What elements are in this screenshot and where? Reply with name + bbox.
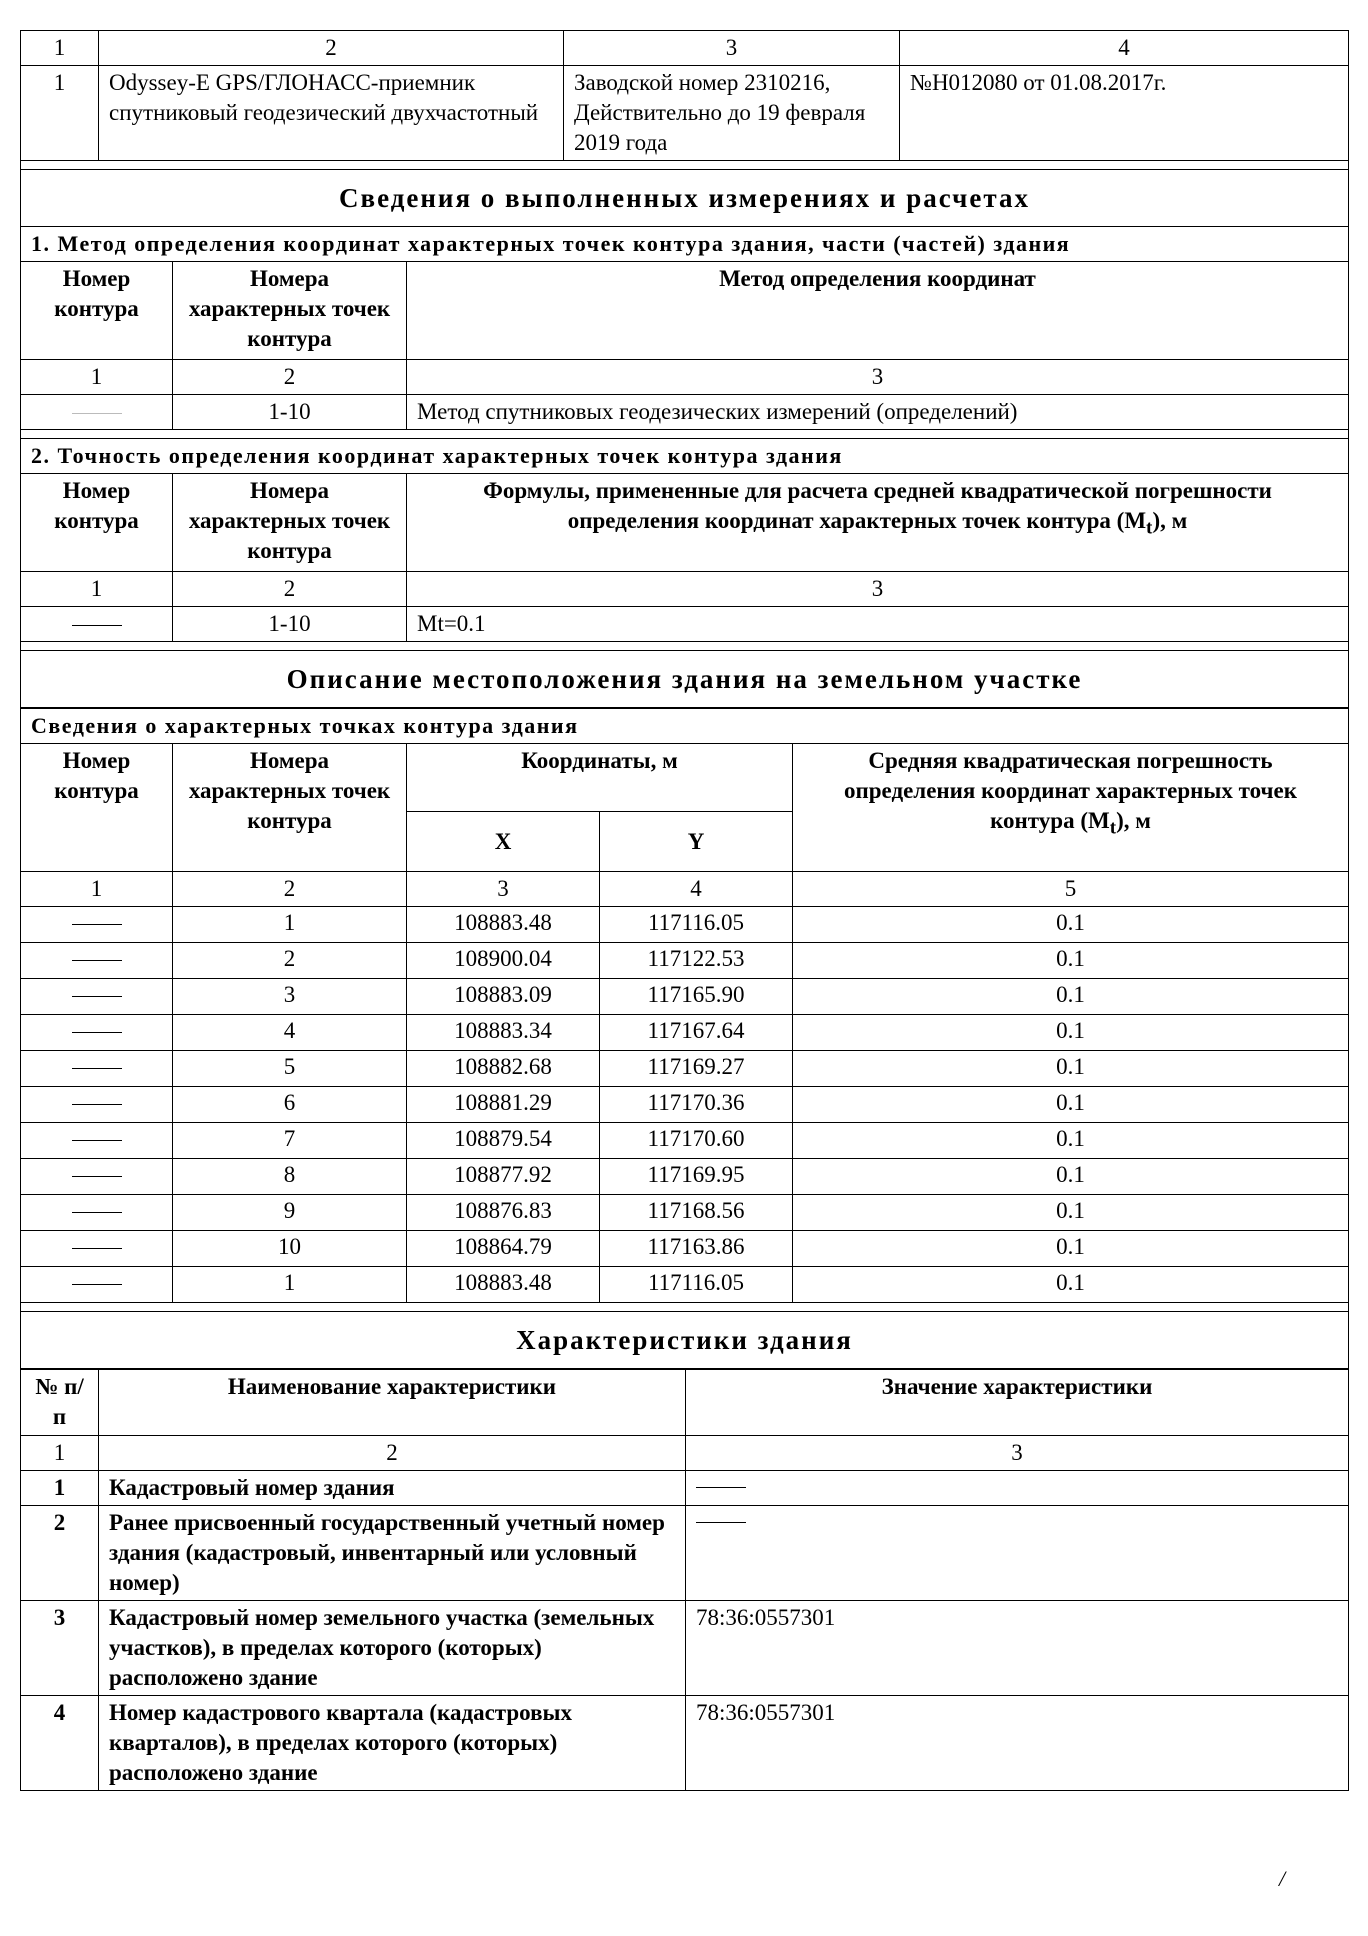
- point-error: 0.1: [793, 1159, 1349, 1195]
- empty-dash: [72, 924, 122, 925]
- characteristic-num: 2: [21, 1506, 99, 1601]
- document-page: [20, 30, 1349, 1791]
- measurements-title: Сведения о выполненных измерениях и расчетах: [21, 170, 1349, 227]
- empty-dash: [72, 1248, 122, 1249]
- equipment-table: [20, 30, 1349, 161]
- characteristic-num: 1: [21, 1471, 99, 1506]
- empty-dash: [72, 996, 122, 997]
- point-number: 4: [173, 1015, 407, 1051]
- table-row: [21, 1123, 1349, 1159]
- point-y: 117116.05: [600, 907, 793, 943]
- point-error: 0.1: [793, 943, 1349, 979]
- method-table: 1. Метод определения координат характерных точек контура здания, части (частей) здания Номер контура Номера характерных точек контура Метод определения координат 1 2 3 1-10 Метод спутниковых геодезических измерений (определений): [20, 227, 1349, 430]
- point-y: 117169.95: [600, 1159, 793, 1195]
- point-error: 0.1: [793, 1051, 1349, 1087]
- point-error: 0.1: [793, 979, 1349, 1015]
- empty-dash: [72, 413, 122, 414]
- point-x: 108883.48: [407, 907, 600, 943]
- equipment-certificate: №Н012080 от 01.08.2017г.: [900, 66, 1349, 161]
- point-error: 0.1: [793, 1231, 1349, 1267]
- table-row: [21, 1506, 1349, 1601]
- table-row: [21, 943, 1349, 979]
- table-row: [21, 1696, 1349, 1791]
- point-x: 108877.92: [407, 1159, 600, 1195]
- table-row: [21, 1087, 1349, 1123]
- point-y: 117165.90: [600, 979, 793, 1015]
- empty-dash: [72, 960, 122, 961]
- method-row: 1-10 Метод спутниковых геодезических измерений (определений): [21, 395, 1349, 430]
- point-x: 108881.29: [407, 1087, 600, 1123]
- characteristic-value: [686, 1506, 1349, 1601]
- point-y: 117167.64: [600, 1015, 793, 1051]
- point-y: 117168.56: [600, 1195, 793, 1231]
- characteristic-name: Кадастровый номер здания: [99, 1471, 686, 1506]
- characteristic-value: 78:36:0557301: [686, 1696, 1349, 1791]
- equipment-serial: Заводской номер 2310216, Действительно до 19 февраля 2019 года: [564, 66, 900, 161]
- point-error: 0.1: [793, 1195, 1349, 1231]
- table-row: [21, 1267, 1349, 1303]
- point-x: 108900.04: [407, 943, 600, 979]
- point-y: 117116.05: [600, 1267, 793, 1303]
- table-row: [21, 1159, 1349, 1195]
- point-y: 117122.53: [600, 943, 793, 979]
- point-number: 5: [173, 1051, 407, 1087]
- empty-dash: [72, 1140, 122, 1141]
- accuracy-title: 2. Точность определения координат характерных точек контура здания: [21, 439, 1349, 474]
- point-number: 1: [173, 907, 407, 943]
- point-y: 117163.86: [600, 1231, 793, 1267]
- column-numbers-row: 1 2 3 4: [21, 31, 1349, 66]
- location-title: Описание местоположения здания на земельном участке: [21, 651, 1349, 708]
- header-error: Средняя квадратическая погрешность определения координат характерных точек контура $(M_t)$, м: [793, 744, 1349, 872]
- characteristic-name: Ранее присвоенный государственный учетный номер здания (кадастровый, инвентарный или условный номер): [99, 1506, 686, 1601]
- point-error: 0.1: [793, 1123, 1349, 1159]
- empty-dash: [72, 1284, 122, 1285]
- empty-dash: [72, 1212, 122, 1213]
- point-number: 2: [173, 943, 407, 979]
- point-x: 108883.48: [407, 1267, 600, 1303]
- point-number: 3: [173, 979, 407, 1015]
- characteristic-name: Кадастровый номер земельного участка (земельных участков), в пределах которого (которых) расположено здание: [99, 1601, 686, 1696]
- point-error: 0.1: [793, 907, 1349, 943]
- characteristic-num: 4: [21, 1696, 99, 1791]
- point-x: 108876.83: [407, 1195, 600, 1231]
- point-y: 117170.36: [600, 1087, 793, 1123]
- point-y: 117169.27: [600, 1051, 793, 1087]
- table-row: [21, 1015, 1349, 1051]
- table-row: [21, 1231, 1349, 1267]
- measurements-title-table: [20, 169, 1349, 227]
- point-x: 108882.68: [407, 1051, 600, 1087]
- table-row: [21, 1471, 1349, 1506]
- empty-dash: [72, 1068, 122, 1069]
- header-method: Метод определения координат: [407, 262, 1349, 360]
- characteristics-title: Характеристики здания: [21, 1312, 1349, 1369]
- empty-dash: [72, 625, 122, 626]
- point-number: 1: [173, 1267, 407, 1303]
- empty-dash: [696, 1487, 746, 1488]
- characteristics-table: № п/п Наименование характеристики Значение характеристики 1 2 3 1 Кадастровый номер здания 2 Ранее присвоенный государственный учетный номер здания (кадастровый, инвентарный или условный номер) 3 Кадастровый номер земельного участка (земельных участков), в пределах которого (которых) расположено здание 78:36:0557301 4 Номер кадастрового квартала (кадастровых кварталов), в пределах которого (которых) расположено здание 78:36:0557301: [20, 1369, 1349, 1791]
- point-error: 0.1: [793, 1267, 1349, 1303]
- point-number: 7: [173, 1123, 407, 1159]
- point-x: 108879.54: [407, 1123, 600, 1159]
- header-points: Номера характерных точек контура: [173, 262, 407, 360]
- equipment-num: 1: [21, 66, 99, 161]
- equipment-row: [21, 66, 1349, 161]
- point-x: 108883.09: [407, 979, 600, 1015]
- point-number: 6: [173, 1087, 407, 1123]
- location-title-table: [20, 650, 1349, 708]
- characteristics-title-table: [20, 1311, 1349, 1369]
- equipment-name: Odyssey-E GPS/ГЛОНАСС-приемник спутниковый геодезический двухчастотный: [99, 66, 564, 161]
- characteristic-num: 3: [21, 1601, 99, 1696]
- table-row: [21, 907, 1349, 943]
- point-y: 117170.60: [600, 1123, 793, 1159]
- table-row: [21, 1051, 1349, 1087]
- point-x: 108864.79: [407, 1231, 600, 1267]
- accuracy-table: 2. Точность определения координат характерных точек контура здания Номер контура Номера характерных точек контура Формулы, примененные для расчета средней квадратической погрешности определения координат характерных точек контура $(M_t)$, м 1 2 3 1-10 Mt=0.1: [20, 438, 1349, 642]
- point-number: 10: [173, 1231, 407, 1267]
- empty-dash: [72, 1032, 122, 1033]
- header-formula: Формулы, примененные для расчета средней квадратической погрешности определения координат характерных точек контура $(M_t)$, м: [407, 474, 1349, 572]
- point-number: 8: [173, 1159, 407, 1195]
- point-error: 0.1: [793, 1087, 1349, 1123]
- points-subtitle: Сведения о характерных точках контура здания: [21, 709, 1349, 744]
- point-number: 9: [173, 1195, 407, 1231]
- page-mark: /: [1279, 1866, 1286, 1891]
- table-row: [21, 1601, 1349, 1696]
- point-error: 0.1: [793, 1015, 1349, 1051]
- empty-dash: [696, 1522, 746, 1523]
- empty-dash: [72, 1176, 122, 1177]
- point-x: 108883.34: [407, 1015, 600, 1051]
- empty-dash: [72, 1104, 122, 1105]
- points-table: Сведения о характерных точках контура здания Номер контура Номера характерных точек контура Координаты, м Средняя квадратическая погрешность определения координат характерных точек контура $(M_t)$, м X Y 1 2 3 4 5 1 108883.48 117116.05 0.1 2 108900.04 117122.53 0.1 3 108883.09 117165.90 0.1 4 108883.34 117167.64 0.1 5 108882.68 117169.27 0.1 6 108881.29 117170.36 0.1 7 108879.54 117170.60 0.1 8 108877.92 117169.95 0.1 9 108876.83 117168.56 0.1 10 108864.79 117163.86 0.1 1 108883.48 117116.05 0.1: [20, 708, 1349, 1303]
- characteristic-name: Номер кадастрового квартала (кадастровых кварталов), в пределах которого (которых) расположено здание: [99, 1696, 686, 1791]
- characteristic-value: 78:36:0557301: [686, 1601, 1349, 1696]
- characteristic-value: [686, 1471, 1349, 1506]
- table-row: [21, 979, 1349, 1015]
- table-row: [21, 1195, 1349, 1231]
- header-contour: Номер контура: [21, 262, 173, 360]
- accuracy-row: 1-10 Mt=0.1: [21, 607, 1349, 642]
- method-title: 1. Метод определения координат характерных точек контура здания, части (частей) здания: [21, 227, 1349, 262]
